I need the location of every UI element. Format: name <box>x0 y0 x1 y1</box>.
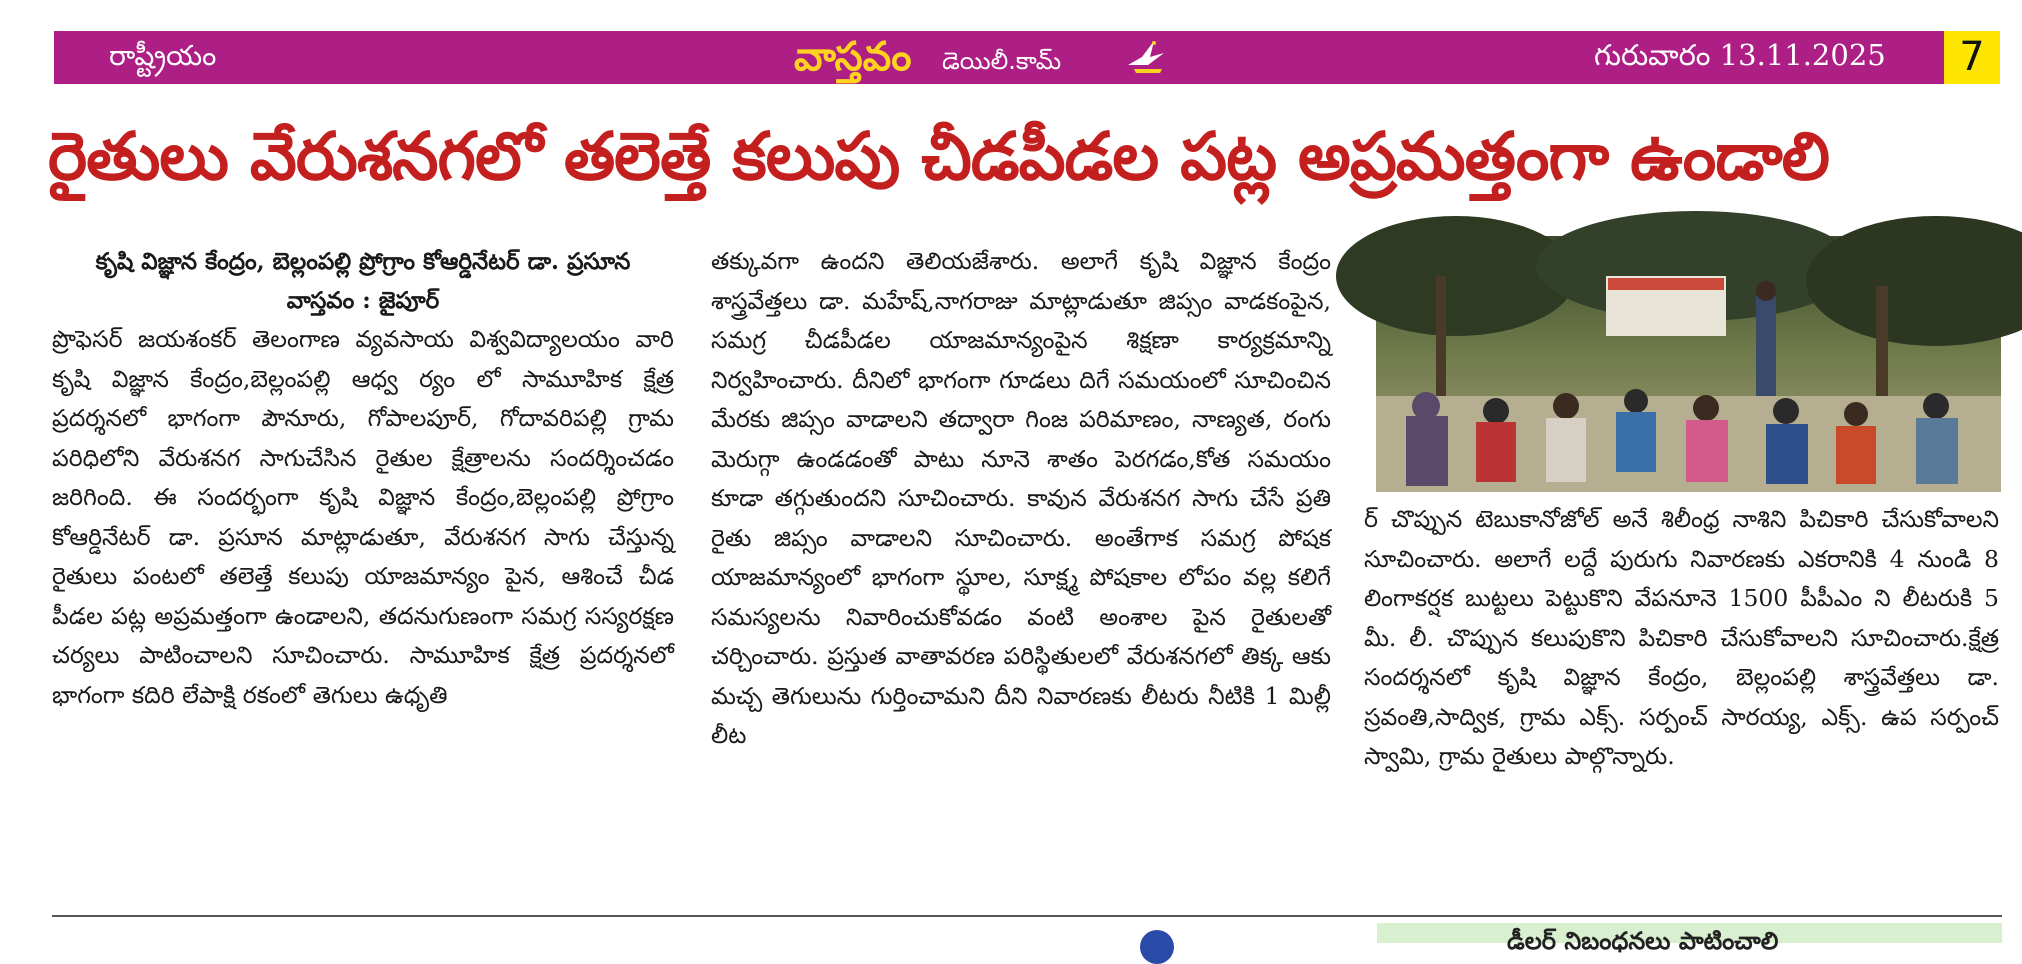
bird-logo-icon <box>1124 35 1168 79</box>
brand-sub: డెయిలీ.కామ్ <box>942 47 1062 75</box>
masthead-bar <box>54 31 1972 84</box>
section-label: రాష్ట్రీయం <box>109 39 217 72</box>
article-headline: రైతులు వేరుశనగలో తలెత్తే కలుపు చీడపీడల పట్ల అప్రమత్తంగా ఉండాలి <box>48 118 1829 195</box>
article-column-3 <box>1364 500 1999 777</box>
ad-bubble-icon <box>1140 930 1174 964</box>
article-column-1 <box>52 242 674 715</box>
dateline: వాస్తవం : జైపూర్ <box>286 287 440 314</box>
next-article-box <box>1377 923 2002 955</box>
article-column-2 <box>711 242 1331 756</box>
page-number: 7 <box>1944 31 2000 84</box>
issue-date: గురువారం 13.11.2025 <box>1594 38 1886 72</box>
footer-rule <box>52 915 2002 917</box>
column-2-text: తక్కువగా ఉందని తెలియజేశారు. అలాగే కృషి విజ్ఞాన కేంద్రం శాస్త్రవేత్తలు డా. మహేష్,నాగరాజు మాట్లాడుతూ జిప్సం వాడకంపైన, సమగ్ర చీడపీడల యాజమాన్యంపైన శిక్షణా కార్యక్రమాన్ని నిర్వహించారు. దీనిలో భాగంగా గూడలు దిగే సమయంలో సూచించిన మేరకు జిప్సం వాడాలని తద్వారా గింజ పరిమాణం, నాణ్యత, రంగు మెరుగ్గా ఉండడంతో పాటు నూనె శాతం పెరగడం,కోత సమయం కూడా తగ్గుతుందని సూచించారు. కావున వేరుశనగ సాగు చేసే ప్రతి రైతు జిప్సం వాడాలని సూచించారు. అంతేగాక సమగ్ర పోషక యాజమాన్యంలో భాగంగా స్థూల, సూక్ష్మ పోషకాల లోపం వల్ల కలిగే సమస్యలను నివారించుకోవడం వంటి అంశాల పైన రైతులతో చర్చించారు. ప్రస్తుత వాతావరణ పరిస్థితులలో వేరుశనగలో తిక్క ఆకు మచ్చ తెగులును గుర్తించామని దీని నివారణకు లీటరు నీటికి 1 మిల్లీ లీట <box>711 247 1331 749</box>
brand-name: వాస్తవం <box>794 34 912 80</box>
column-1-text: ప్రొఫెసర్ జయశంకర్ తెలంగాణ వ్యవసాయ విశ్వవిద్యాలయం వారి కృషి విజ్ఞాన కేంద్రం,బెల్లంపల్లి ఆధ్వ ర్యం లో సామూహిక క్షేత్ర ప్రదర్శనలో భాగంగా పౌనూరు, గోపాలపూర్, గోదావరిపల్లి గ్రామ పరిధిలోని వేరుశనగ సాగుచేసిన రైతుల క్షేత్రాలను సందర్శించడం జరిగింది. ఈ సందర్భంగా కృషి విజ్ఞాన కేంద్రం,బెల్లంపల్లి ప్రోగ్రాం కోఆర్డినేటర్ డా. ప్రసూన మాట్లాడుతూ, వేరుశనగ సాగు చేస్తున్న రైతులు పంటలో తలెత్తే కలుపు యాజమాన్యం పైన, ఆశించే చీడ పీడల పట్ల అప్రమత్తంగా ఉండాలని, తదనుగుణంగా సమగ్ర సస్యరక్షణ చర్యలు పాటించాలని సూచించారు. సామూహిక క్షేత్ర ప్రదర్శనలో భాగంగా కదిరి లేపాక్షి రకంలో తెగులు ఉధృతి <box>52 325 674 709</box>
farmers-meeting-photo <box>1376 236 2001 492</box>
byline: కృషి విజ్ఞాన కేంద్రం, బెల్లంపల్లి ప్రోగ్రాం కోఆర్డినేటర్ డా. ప్రసూన <box>95 248 631 275</box>
column-3-text: ర్ చొప్పున టెబుకానోజోల్ అనే శిలీంధ్ర నాశిని పిచికారి చేసుకోవాలని సూచించారు. అలాగే లద్దే పురుగు నివారణకు ఎకరానికి 4 నుండి 8 లింగాకర్షక బుట్టలు పెట్టుకొని వేపనూనె 1500 పీపీఎం ని లీటరుకి 5 మీ. లీ. చొప్పున కలుపుకొని పిచికారి చేసుకోవాలని సూచించారు.క్షేత్ర సందర్శనలో కృషి విజ్ఞాన కేంద్రం, బెల్లంపల్లి శాస్త్రవేత్తలు డా. స్రవంతి,సాద్విక, గ్రామ ఎక్స్. సర్పంచ్ సారయ్య, ఎక్స్. ఉప సర్పంచ్ స్వామి, గ్రామ రైతులు పాల్గొన్నారు. <box>1364 505 1999 770</box>
next-article-title: డీలర్ నిబంధనలు పాటించాలి <box>1507 927 1779 955</box>
article-photo <box>1376 236 2001 492</box>
